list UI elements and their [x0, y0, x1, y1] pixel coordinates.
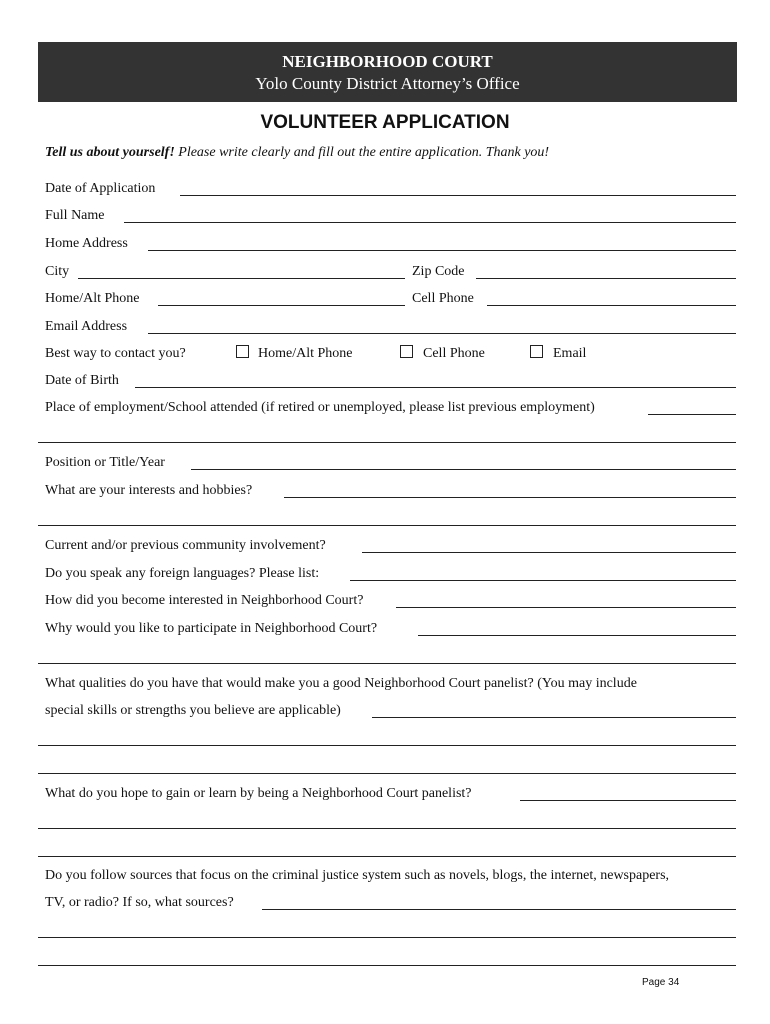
community-field[interactable]: [362, 552, 736, 553]
email-address-field[interactable]: [148, 333, 736, 334]
home-alt-phone-option-label: Home/Alt Phone: [258, 346, 353, 361]
cell-phone-option-label: Cell Phone: [423, 346, 485, 361]
intro-text: [45, 145, 549, 161]
employment-label: Place of employment/School attended (if retired or unemployed, please list previous employment): [45, 400, 595, 415]
why-participate-label: Why would you like to participate in Neighborhood Court?: [45, 621, 378, 636]
qualities-label-line-1: What qualities do you have that would make you a good Neighborhood Court panelist? (You may include: [45, 676, 637, 691]
org-title: NEIGHBORHOOD COURT: [282, 52, 493, 71]
date-of-application-label: Date of Application: [45, 181, 156, 196]
email-option-label: Email: [553, 346, 587, 361]
employment-field[interactable]: [648, 414, 736, 415]
sources-field[interactable]: [262, 909, 736, 910]
intro-rest: Please write clearly and fill out the entire application. Thank you!: [174, 145, 550, 160]
how-interested-label: How did you become interested in Neighborhood Court?: [45, 593, 364, 608]
how-interested-field[interactable]: [396, 607, 736, 608]
community-label: Current and/or previous community involvement?: [45, 538, 326, 553]
qualities-field-line-2[interactable]: [38, 745, 736, 746]
position-label: Position or Title/Year: [45, 455, 165, 470]
home-alt-phone-field[interactable]: [158, 305, 405, 306]
city-field[interactable]: [78, 278, 405, 279]
why-participate-field[interactable]: [418, 635, 736, 636]
date-of-birth-field[interactable]: [135, 387, 736, 388]
qualities-label-line-2: special skills or strengths you believe are applicable): [45, 703, 341, 718]
home-alt-phone-label: Home/Alt Phone: [45, 291, 140, 306]
sources-field-line-2[interactable]: [38, 937, 736, 938]
languages-field[interactable]: [350, 580, 736, 581]
hope-to-gain-field[interactable]: [520, 800, 736, 801]
page-number: Page 34: [642, 977, 680, 988]
hope-to-gain-field-line-2[interactable]: [38, 828, 736, 829]
date-of-application-field[interactable]: [180, 195, 736, 196]
page-title: VOLUNTEER APPLICATION: [260, 112, 510, 133]
sources-field-line-3[interactable]: [38, 965, 736, 966]
zip-code-label: Zip Code: [412, 264, 465, 279]
home-alt-phone-checkbox[interactable]: [236, 345, 249, 358]
position-field[interactable]: [191, 469, 736, 470]
hope-to-gain-label: What do you hope to gain or learn by being a Neighborhood Court panelist?: [45, 786, 472, 801]
hope-to-gain-field-line-3[interactable]: [38, 856, 736, 857]
intro-lead: Tell us about yourself!: [45, 145, 175, 160]
city-label: City: [45, 264, 70, 279]
interests-field-line-2[interactable]: [38, 525, 736, 526]
cell-phone-checkbox[interactable]: [400, 345, 413, 358]
date-of-birth-label: Date of Birth: [45, 373, 119, 388]
office-subtitle: Yolo County District Attorney’s Office: [255, 74, 520, 93]
sources-label-line-1: Do you follow sources that focus on the criminal justice system such as novels, blogs, the internet, newspapers,: [45, 868, 670, 883]
home-address-label: Home Address: [45, 236, 128, 251]
full-name-field[interactable]: [124, 222, 736, 223]
header-banner: [38, 42, 737, 102]
qualities-field[interactable]: [372, 717, 736, 718]
zip-code-field[interactable]: [476, 278, 736, 279]
email-address-label: Email Address: [45, 319, 128, 334]
cell-phone-label: Cell Phone: [412, 291, 474, 306]
sources-label-line-2: TV, or radio? If so, what sources?: [45, 895, 234, 910]
home-address-field[interactable]: [148, 250, 736, 251]
interests-field[interactable]: [284, 497, 736, 498]
why-participate-field-line-2[interactable]: [38, 663, 736, 664]
employment-field-line-2[interactable]: [38, 442, 736, 443]
best-way-label: Best way to contact you?: [45, 346, 186, 361]
email-checkbox[interactable]: [530, 345, 543, 358]
qualities-field-line-3[interactable]: [38, 773, 736, 774]
interests-label: What are your interests and hobbies?: [45, 483, 253, 498]
full-name-label: Full Name: [45, 208, 105, 223]
languages-label: Do you speak any foreign languages? Please list:: [45, 566, 320, 581]
cell-phone-field[interactable]: [487, 305, 736, 306]
